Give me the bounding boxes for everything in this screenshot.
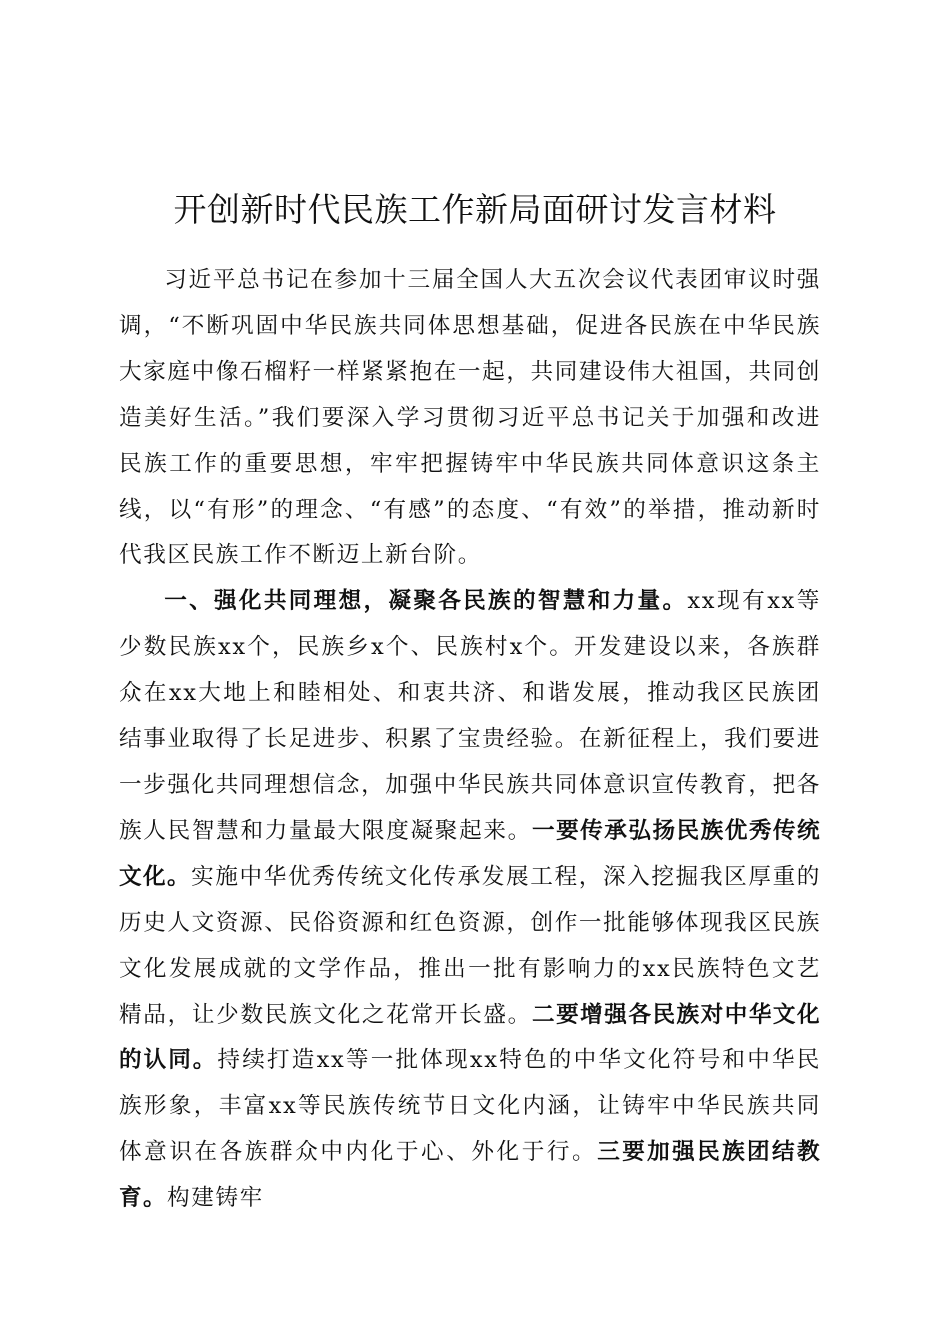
point-heading-first: 一要传承弘扬民族优秀传统文化。 — [119, 817, 821, 890]
point-heading-third: 三要加强民族团结教育。 — [119, 1139, 821, 1212]
paragraph-text: xx现有xx等少数民族xx个，民族乡x个、民族村x个。开发建设以来，各族群众在xx大地上和睦相处、和衷共济、和谐发展，推动我区民族团结事业取得了长足进步、积累了宝贵经验。在新征程上，我们要进一步强化共同理想信念，加强中华民族共同体意识宣传教育，把各族人民智慧和力量最大限度凝聚起来。 — [119, 588, 822, 844]
paragraph-text: 持续打造xx等一批体现xx特色的中华文化符号和中华民族形象，丰富xx等民族传统节日文化内涵，让铸牢中华民族共同体意识在各族群众中内化于心、外化于行。 — [119, 1047, 821, 1166]
section-heading-one: 一、强化共同理想，凝聚各民族的智慧和力量。 — [164, 588, 688, 615]
paragraph-text: 习近平总书记在参加十三届全国人大五次会议代表团审议时强调，“不断巩固中华民族共同体思想基础，促进各民族在中华民族大家庭中像石榴籽一样紧紧抱在一起，共同建设伟大祖国，共同创造美好生活。”我们要深入学习贯彻习近平总书记关于加强和改进民族工作的重要思想，牢牢把握铸牢中华民族共同体意识这条主线，以“有形”的理念、“有感”的态度、“有效”的举措，推动新时代我区民族工作不断迈上新台阶。 — [119, 267, 821, 569]
point-heading-second: 二要增强各民族对中华文化的认同。 — [119, 1001, 821, 1074]
paragraph-section-one — [119, 579, 821, 1222]
paragraph-text: 实施中华优秀传统文化传承发展工程，深入挖掘我区厚重的历史人文资源、民俗资源和红色资源，创作一批能够体现我区民族文化发展成就的文学作品，推出一批有影响力的xx民族特色文艺精品，让少数民族文化之花常开长盛。 — [119, 863, 821, 1028]
paragraph-text: 构建铸牢 — [167, 1185, 264, 1212]
paragraph-intro — [119, 258, 821, 579]
document-body — [119, 258, 821, 1222]
document-title: 开创新时代民族工作新局面研讨发言材料 — [173, 190, 777, 229]
